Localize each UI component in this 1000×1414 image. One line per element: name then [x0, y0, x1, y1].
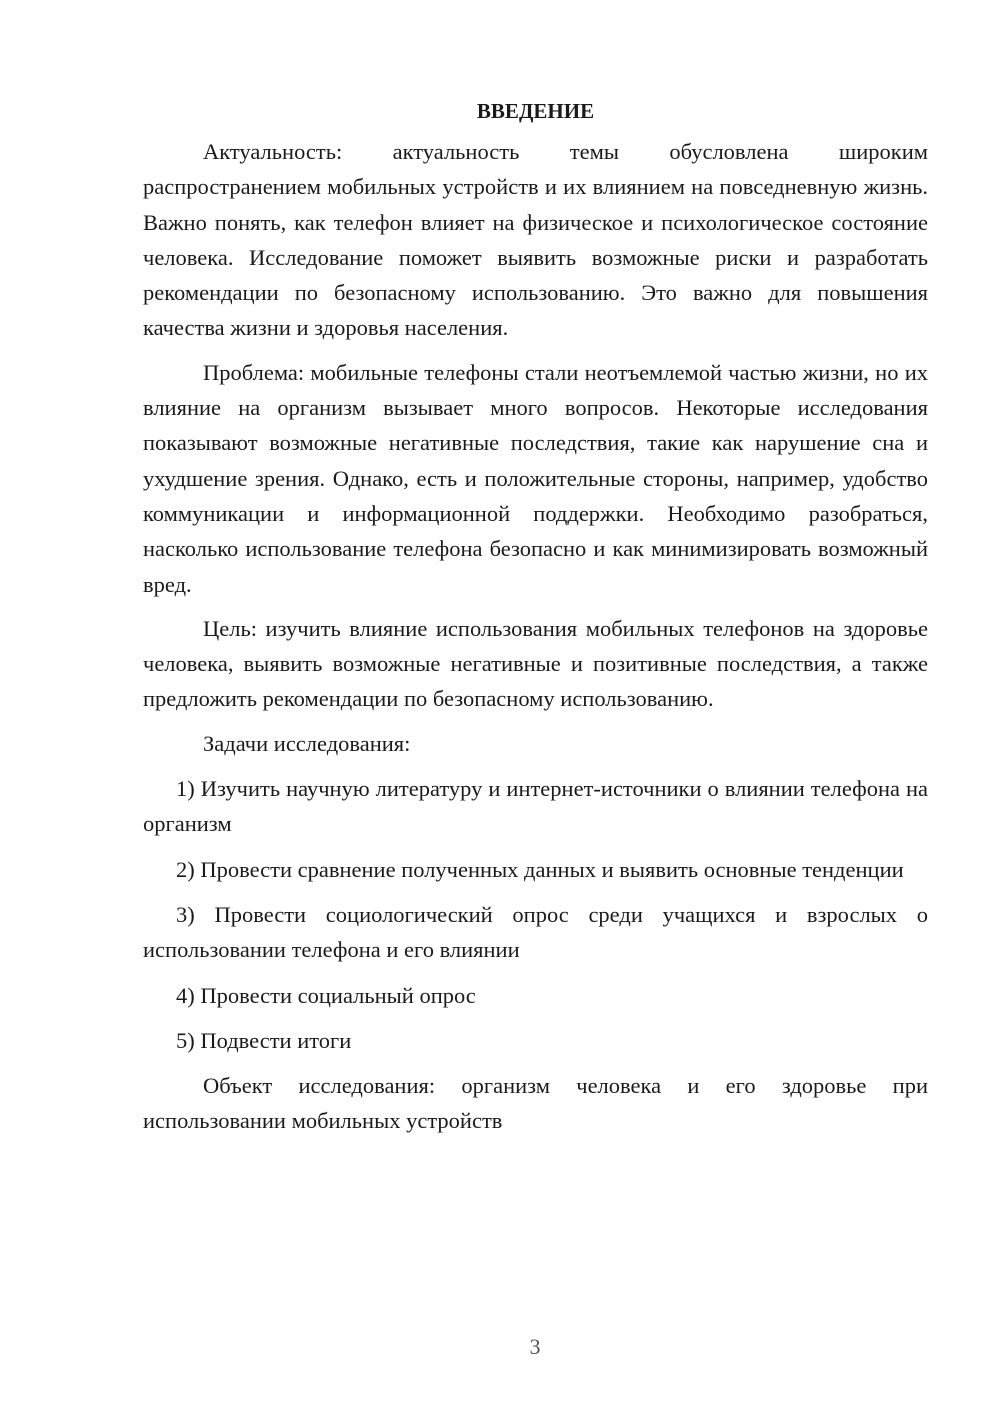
- tasks-list: [143, 771, 928, 1058]
- paragraph-relevance: Актуальность: актуальность темы обусловлена широким распространением мобильных устройств и их влиянием на повседневную жизнь. Важно понять, как телефон влияет на физическое и психологическое состояние человека. Исследование поможет выявить возможные риски и разработать рекомендации по безопасному использованию. Это важно для повышения качества жизни и здоровья населения.: [143, 139, 928, 341]
- task-item: 5) Подвести итоги: [176, 1027, 352, 1053]
- task-item: 3) Провести социологический опрос среди учащихся и взрослых о использовании телефона и его влиянии: [143, 901, 928, 963]
- tasks-heading: Задачи исследования:: [203, 730, 411, 756]
- page-number: 3: [529, 1334, 541, 1359]
- task-item: 2) Провести сравнение полученных данных и выявить основные тенденции: [176, 856, 904, 882]
- paragraph-goal: Цель: изучить влияние использования мобильных телефонов на здоровье человека, выявить возможные негативные и позитивные последствия, а также предложить рекомендации по безопасному использованию.: [143, 615, 928, 712]
- paragraph-problem: Проблема: мобильные телефоны стали неотъемлемой частью жизни, но их влияние на организм вызывает много вопросов. Некоторые исследования показывают возможные негативные последствия, такие как нарушение сна и ухудшение зрения. Однако, есть и положительные стороны, например, удобство коммуникации и информационной поддержки. Необходимо разобраться, насколько использование телефона безопасно и как минимизировать возможный вред.: [143, 359, 928, 597]
- task-item: 1) Изучить научную литературу и интернет-источники о влиянии телефона на организм: [143, 776, 928, 837]
- page-content: [143, 94, 928, 1148]
- section-title: ВВЕДЕНИЕ: [476, 99, 595, 123]
- paragraph-object: Объект исследования: организм человека и его здоровье при использовании мобильных устройств: [143, 1073, 928, 1134]
- task-item: 4) Провести социальный опрос: [176, 982, 476, 1008]
